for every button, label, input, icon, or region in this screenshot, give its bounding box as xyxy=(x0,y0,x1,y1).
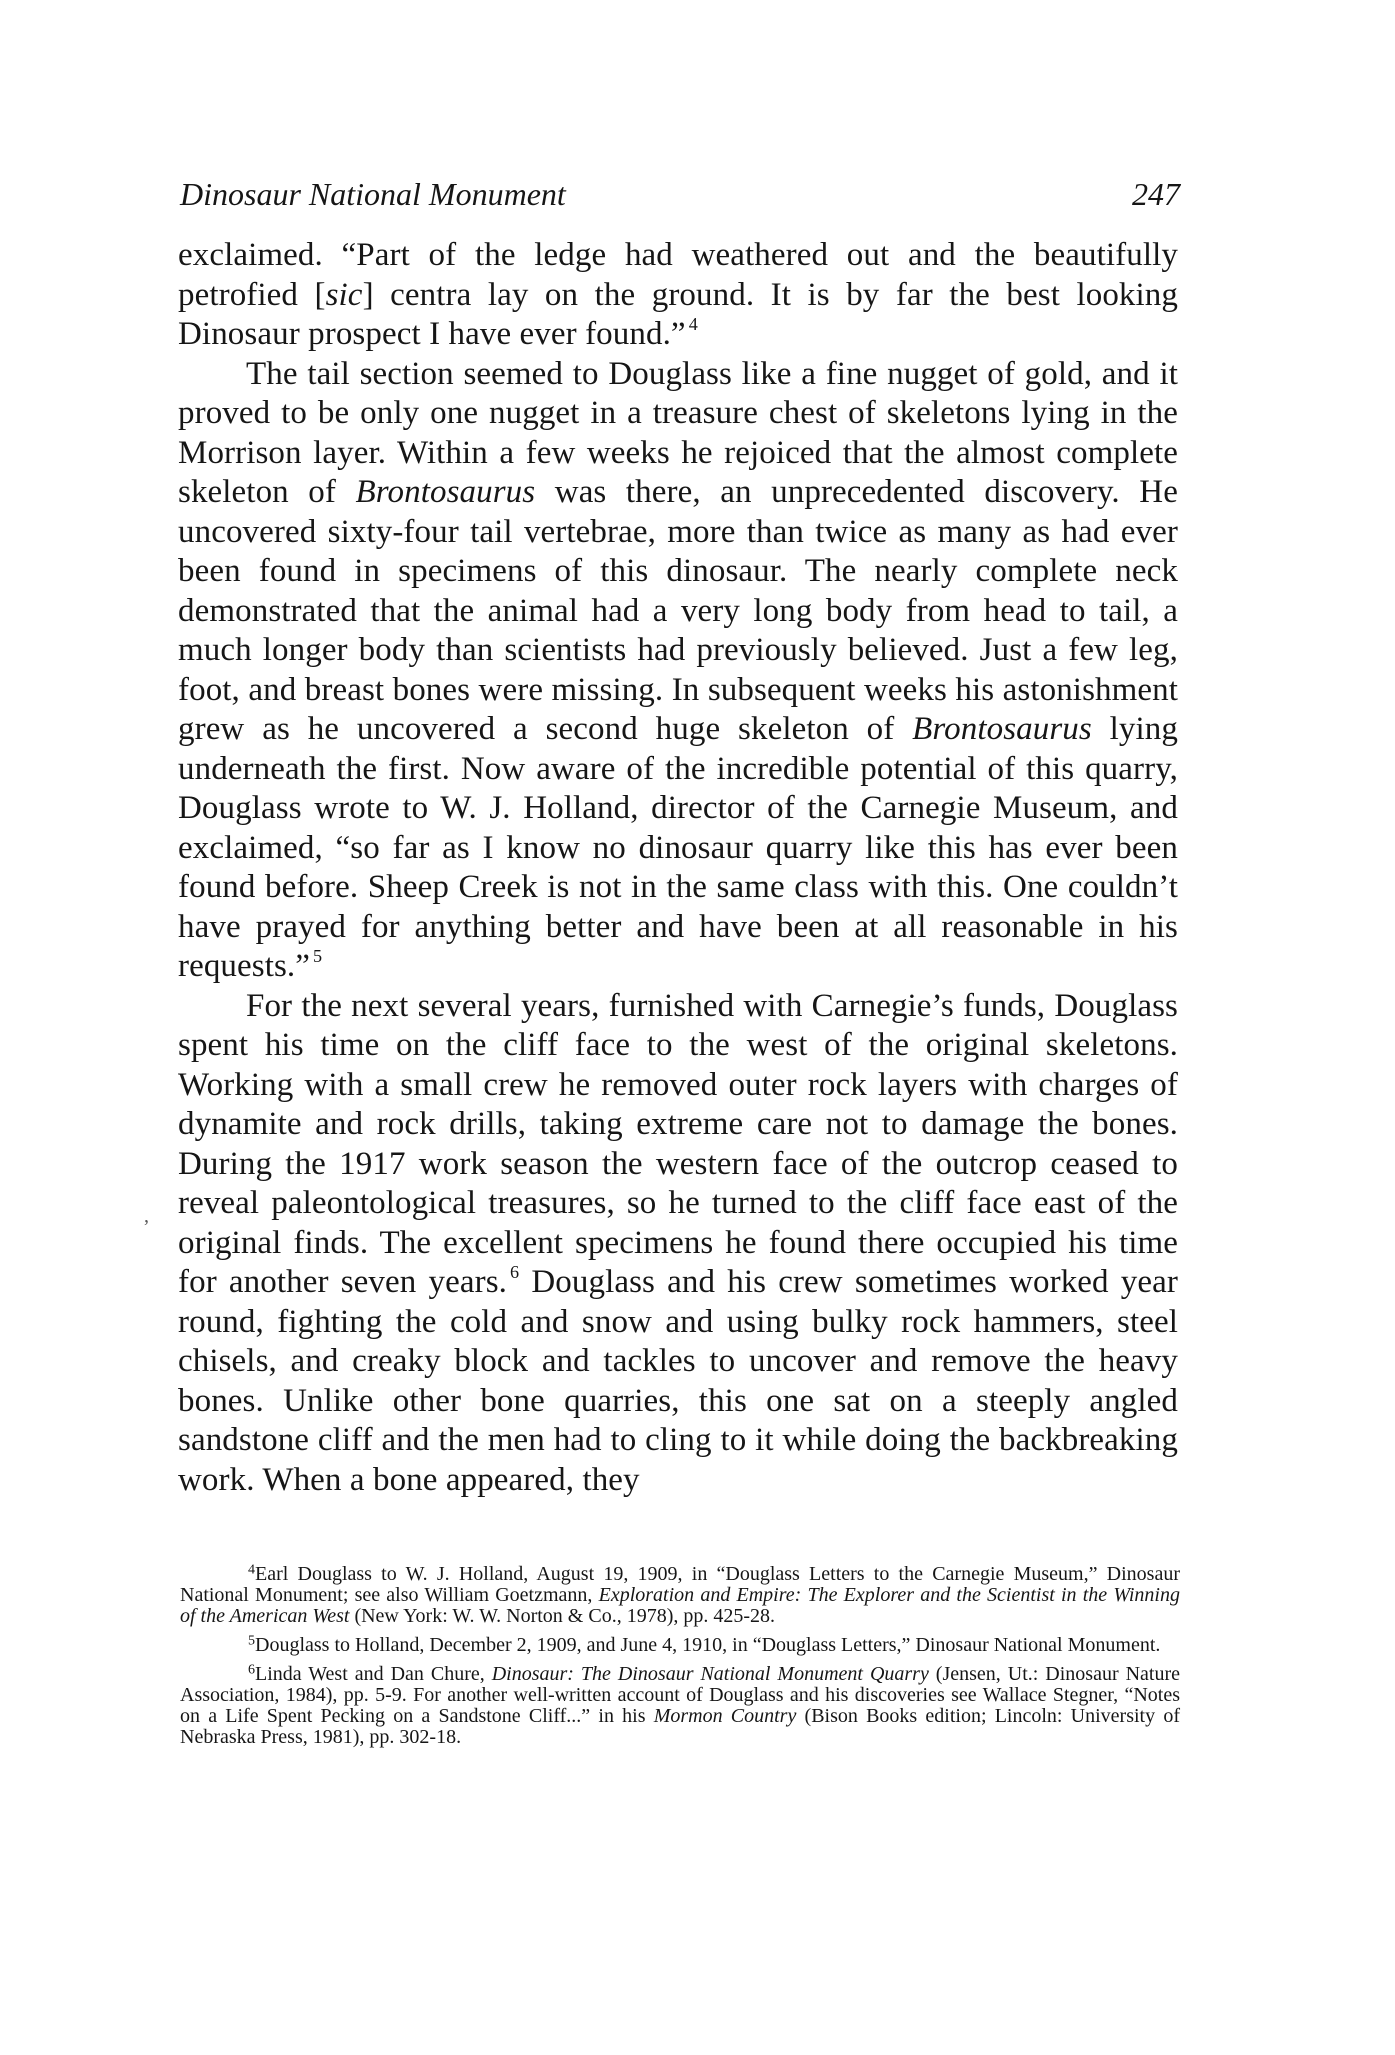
p2-italic-1: Brontosaurus xyxy=(355,474,536,510)
paragraph-2 xyxy=(178,355,1178,987)
body-text xyxy=(178,236,1178,1500)
footnote-ref-4: 4 xyxy=(688,314,698,335)
p2-italic-2: Brontosaurus xyxy=(912,711,1092,747)
footnote-ref-6: 6 xyxy=(510,1262,520,1283)
footnote-6-text-a: Linda West and Dan Chure, xyxy=(255,1663,492,1685)
page-number: 247 xyxy=(1132,176,1180,212)
p3-text-a: For the next several years, furnished with Carnegie’s funds, Douglass spent his time on the cliff face to the west of the original skeletons. Working with a small crew he removed outer rock layers with charges of dynamite and rock drills, taking extreme care not to damage the bones. During the 1917 work season the western face of the outcrop ceased to reveal paleontological treasures, so he turned to the cliff face east of the original finds. The excellent specimens he found there occupied his time for another seven years. xyxy=(178,987,1178,1300)
footnote-4 xyxy=(180,1564,1180,1627)
p3-text-b: Douglass and his crew sometimes worked year round, fighting the cold and snow and using bulky rock hammers, steel chisels, and creaky block and tackles to uncover and remove the heavy bones. Unlike other bone quarries, this one sat on a steeply angled sandstone cliff and the men had to cling to it while doing the backbreaking work. When a bone appeared, they xyxy=(178,1264,1178,1498)
footnote-5 xyxy=(180,1635,1180,1656)
footnote-4-text-a: Earl Douglass to W. J. Holland, August 19, 1909, in “Douglass Letters to the Carnegie Museum,” Dinosaur National Monument; see also William Goetzmann, xyxy=(180,1563,1180,1606)
footnote-6-text-c: (Bison Books edition; Lincoln: University of Nebraska Press, 1981), pp. 302-18. xyxy=(180,1705,1180,1748)
running-head xyxy=(180,172,1180,216)
footnote-5-number: 5 xyxy=(248,1633,255,1649)
p2-text-b: was there, an unprecedented discovery. He uncovered sixty-four tail vertebrae, more than twice as many as had ever been found in specimens of this dinosaur. The nearly complete neck demonstrated that the animal had a very long body from head to tail, a much longer body than scientists had previously believed. Just a few leg, foot, and breast bones were missing. In subsequent weeks his astonishment grew as he uncovered a second huge skeleton of xyxy=(178,474,1178,747)
footnote-5-text: Douglass to Holland, December 2, 1909, and June 4, 1910, in “Douglass Letters,” Dinosaur National Monument. xyxy=(255,1634,1161,1656)
footnote-6-title-2: Mormon Country xyxy=(653,1705,797,1727)
footnote-6-title-1: Dinosaur: The Dinosaur National Monument Quarry xyxy=(491,1663,929,1685)
footnote-ref-5: 5 xyxy=(313,946,323,967)
footnotes xyxy=(180,1564,1180,1756)
running-head-title: Dinosaur National Monument xyxy=(180,176,566,212)
footnote-6 xyxy=(180,1664,1180,1748)
p1-text-b: ] centra lay on the ground. It is by far the best looking Dinosaur prospect I have ever found.” xyxy=(178,276,1178,352)
p2-text-a: The tail section seemed to Douglass like a fine nugget of gold, and it proved to be only one nugget in a treasure chest of skeletons lying in the Morrison layer. Within a few weeks he rejoiced that the almost complete skeleton of xyxy=(178,355,1178,510)
p1-sic: sic xyxy=(325,276,363,313)
p2-text-c: lying underneath the first. Now aware of the incredible potential of this quarry, Douglass wrote to W. J. Holland, director of the Carnegie Museum, and exclaimed, “so far as I know no dinosaur quarry like this has ever been found before. Sheep Creek is not in the same class with this. One couldn’t have prayed for anything better and have been at all reasonable in his requests.” xyxy=(178,711,1178,984)
margin-mark: , xyxy=(144,1205,149,1227)
paragraph-3 xyxy=(178,987,1178,1501)
footnote-4-text-b: (New York: W. W. Norton & Co., 1978), pp. 425-28. xyxy=(349,1605,776,1627)
footnote-6-number: 6 xyxy=(248,1662,255,1678)
footnote-6-text-b: (Jensen, Ut.: Dinosaur Nature Association, 1984), pp. 5-9. For another well-written account of Douglass and his discoveries see Wallace Stegner, “Notes on a Life Spent Pecking on a Sandstone Cliff...” in his xyxy=(180,1663,1180,1727)
footnote-4-title: Exploration and Empire: The Explorer and the Scientist in the Winning of the American West xyxy=(180,1584,1180,1627)
p1-text-a: exclaimed. “Part of the ledge had weathered out and the beautifully petrofied [ xyxy=(178,237,1178,313)
paragraph-1 xyxy=(178,236,1178,355)
footnote-4-number: 4 xyxy=(248,1562,255,1578)
